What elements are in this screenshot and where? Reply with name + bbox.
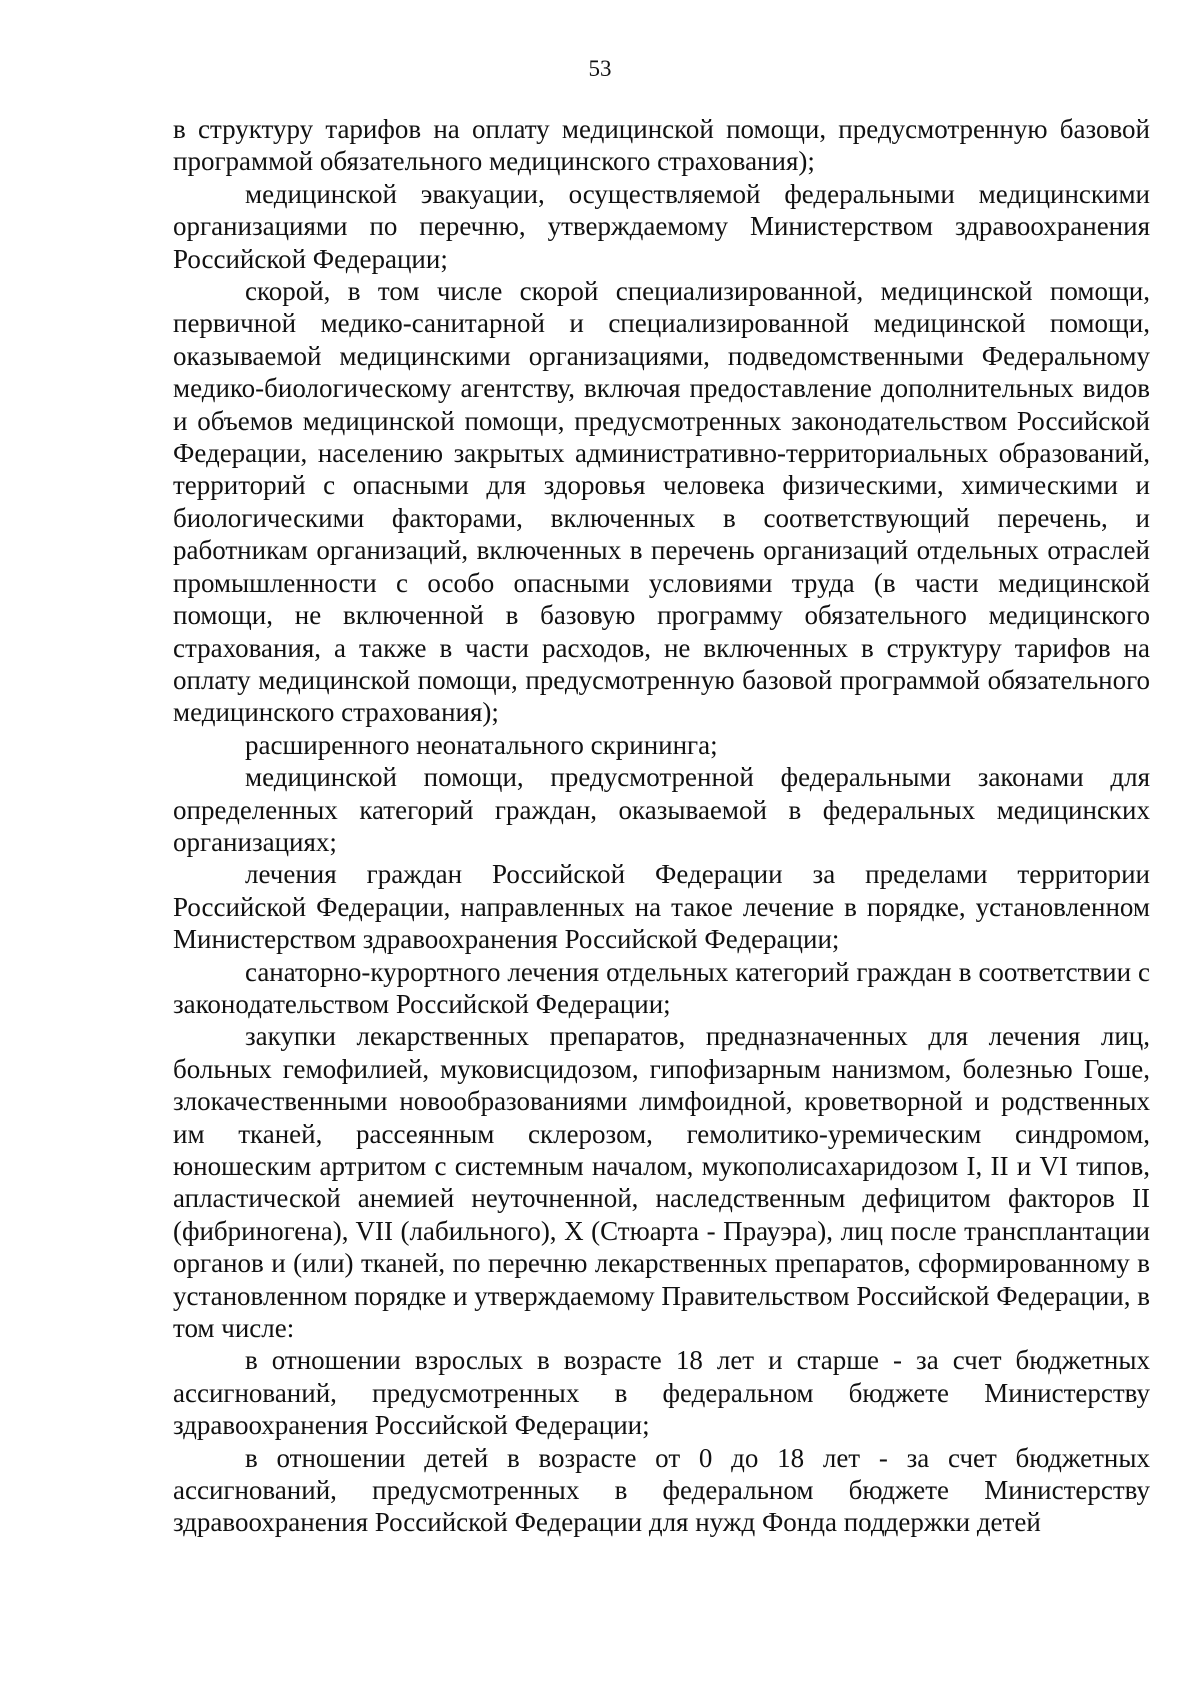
paragraph-emergency-care: скорой, в том числе скорой специализированной, медицинской помощи, первичной медико-санитарной и специализированной медицинской помощи, оказываемой медицинскими организациями, подведомственными Федеральному медико-биологическому агентству, включая предоставление дополнительных видов и объемов медицинской помощи, предусмотренных законодательством Российской Федерации, населению закрытых административно-территориальных образований, территорий с опасными для здоровья человека физическими, химическими и биологическими факторами, включенных в соответствующий перечень, и работникам организаций, включенных в перечень организаций отдельных отраслей промышленности с особо опасными условиями труда (в части медицинской помощи, не включенной в базовую программу обязательного медицинского страхования, а также в части расходов, не включенных в структуру тарифов на оплату медицинской помощи, предусмотренную базовой программой обязательного медицинского страхования); <box>173 276 1150 728</box>
paragraph-children: в отношении детей в возрасте от 0 до 18 лет - за счет бюджетных ассигнований, предусмотренных в федеральном бюджете Министерству здравоохранения Российской Федерации для нужд Фонда поддержки детей <box>173 1442 1150 1538</box>
paragraph-continuation: в структуру тарифов на оплату медицинской помощи, предусмотренную базовой программой обязательного медицинского страхования); <box>173 114 1150 177</box>
paragraph-neonatal-screening: расширенного неонатального скрининга; <box>245 729 718 760</box>
paragraph-treatment-abroad: лечения граждан Российской Федерации за пределами территории Российской Федерации, направленных на такое лечение в порядке, установленном Министерством здравоохранения Российской Федерации; <box>173 859 1150 955</box>
paragraph-federal-laws-care: медицинской помощи, предусмотренной федеральными законами для определенных категорий граждан, оказываемой в федеральных медицинских организациях; <box>173 762 1150 857</box>
page-number: 53 <box>588 56 612 81</box>
paragraph-drug-procurement: закупки лекарственных препаратов, предназначенных для лечения лиц, больных гемофилией, муковисцидозом, гипофизарным нанизмом, болезнью Гоше, злокачественными новообразованиями лимфоидной, кроветворной и родственных им тканей, рассеянным склерозом, гемолитико-уремическим синдромом, юношеским артритом с системным началом, мукополисахаридозом I, II и VI типов, апластической анемией неуточненной, наследственным дефицитом факторов II (фибриногена), VII (лабильного), X (Стюарта - Прауэра), лиц после трансплантации органов и (или) тканей, по перечню лекарственных препаратов, сформированному в установленном порядке и утверждаемому Правительством Российской Федерации, в том числе: <box>173 1021 1150 1344</box>
paragraph-medical-evacuation: медицинской эвакуации, осуществляемой федеральными медицинскими организациями по перечню, утверждаемому Министерством здравоохранения Российской Федерации; <box>173 178 1150 274</box>
paragraph-sanatorium-treatment: санаторно-курортного лечения отдельных категорий граждан в соответствии с законодательством Российской Федерации; <box>173 956 1150 1019</box>
paragraph-adults: в отношении взрослых в возрасте 18 лет и старше - за счет бюджетных ассигнований, предусмотренных в федеральном бюджете Министерству здравоохранения Российской Федерации; <box>173 1345 1150 1441</box>
document-body <box>173 113 1150 1539</box>
